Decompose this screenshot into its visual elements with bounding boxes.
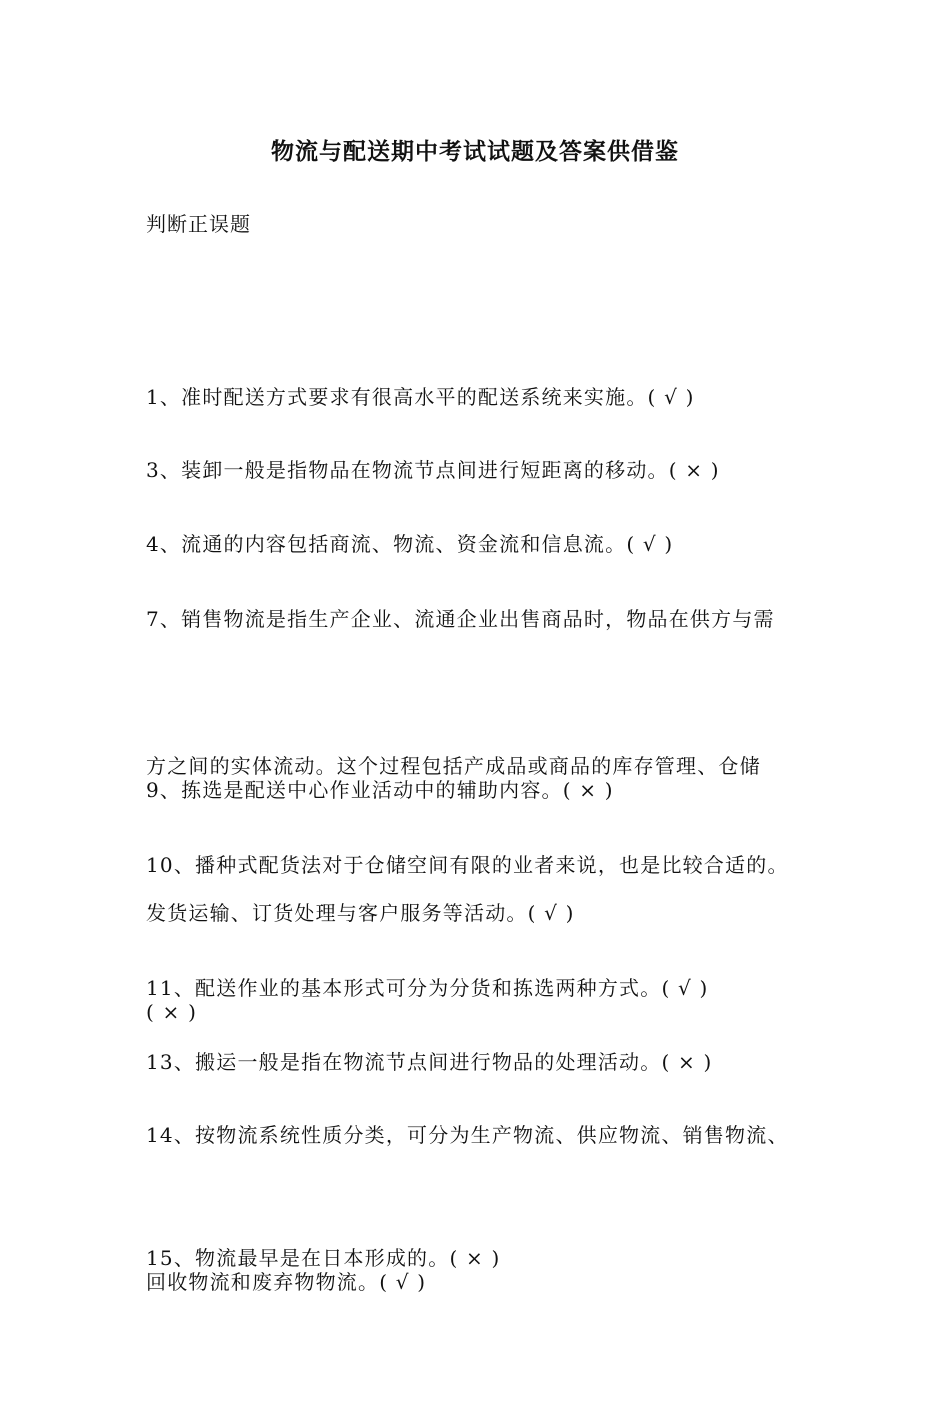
question-15 [146, 1136, 836, 1381]
question-7-line-2: 方之间的实体流动。这个过程包括产成品或商品的库存管理、仓储 [146, 754, 761, 778]
question-4-line-1: 4、流通的内容包括商流、物流、资金流和信息流。( √ ) [146, 532, 674, 556]
question-14-line-2: 回收物流和废弃物物流。( √ ) [146, 1270, 427, 1294]
question-9-line-1: 9、拣选是配送中心作业活动中的辅助内容。( × ) [146, 778, 614, 802]
document-title: 物流与配送期中考试试题及答案供借鉴 [271, 138, 679, 165]
question-15-line-1: 15、物流最早是在日本形成的。( × ) [146, 1246, 501, 1270]
question-14-line-1: 14、按物流系统性质分类，可分为生产物流、供应物流、销售物流、 [146, 1123, 789, 1147]
question-10-line-2: ( × ) [146, 1000, 198, 1024]
question-7-line-3: 发货运输、订货处理与客户服务等活动。( √ ) [146, 901, 575, 925]
section-heading: 判断正误题 [146, 212, 251, 236]
question-7-line-1: 7、销售物流是指生产企业、流通企业出售商品时，物品在供方与需 [146, 607, 775, 631]
question-3-line-1: 3、装卸一般是指物品在物流节点间进行短距离的移动。( × ) [146, 458, 720, 482]
question-10-line-1: 10、播种式配货法对于仓储空间有限的业者来说，也是比较合适的。 [146, 853, 789, 877]
question-13-line-1: 13、搬运一般是指在物流节点间进行物品的处理活动。( × ) [146, 1050, 713, 1074]
question-11-line-1: 11、配送作业的基本形式可分为分货和拣选两种方式。( √ ) [146, 976, 709, 1000]
question-1-line-1: 1、准时配送方式要求有很高水平的配送系统来实施。( √ ) [146, 385, 695, 409]
